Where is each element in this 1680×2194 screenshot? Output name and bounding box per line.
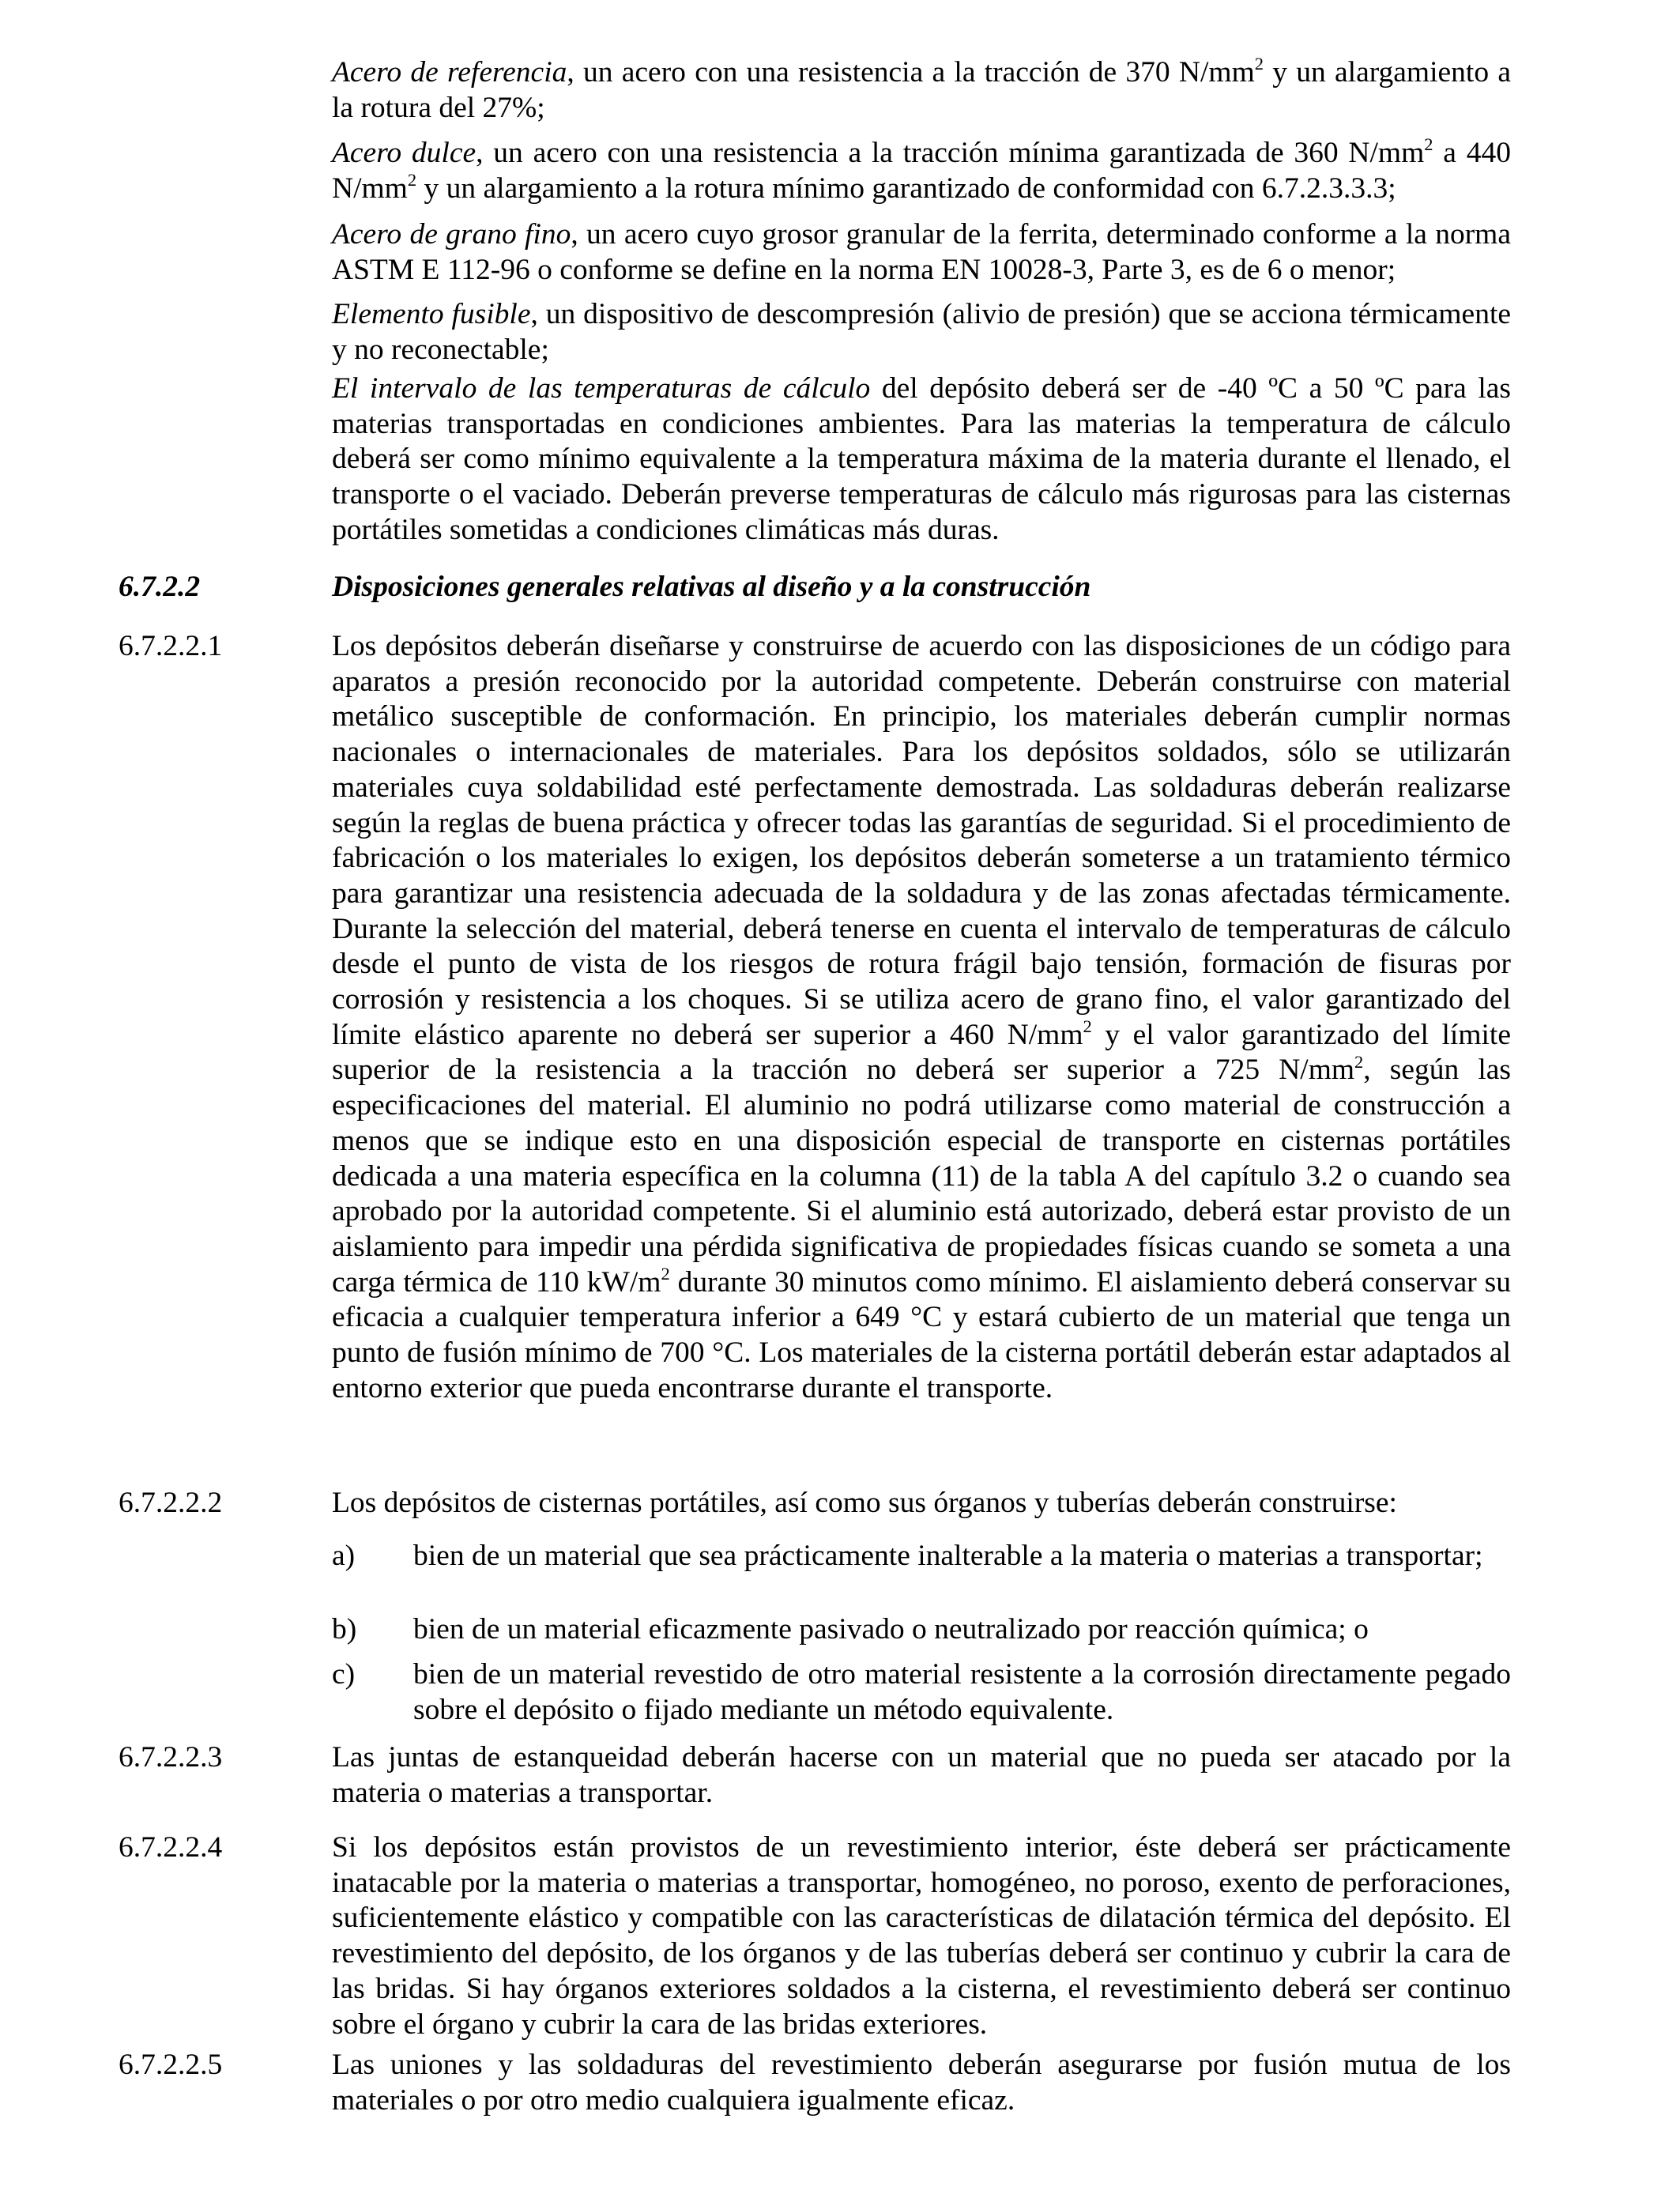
superscript: 2 [1424, 134, 1433, 155]
definition-text: , un acero cuyo grosor granular de la ferrita, determinado conforme a la norma ASTM E 112-96 o conforme se define en la norma EN 10028-3, Parte 3, es de 6 o menor; [332, 218, 1511, 286]
definition-text: , un acero con una resistencia a la tracción de 370 N/mm [567, 56, 1255, 89]
definition-text: del depósito deberá ser de -40 ºC a 50 ºC para las materias transportadas en condiciones ambientes. Para las materias la temperatura de cálculo deberá ser como mínimo equivalente a la temperatura máxima de la materia durante el llenado, el transporte o el vaciado. Deberán preverse temperaturas de cálculo más rigurosas para las cisternas portátiles sometidas a condiciones climáticas más duras. [332, 372, 1511, 546]
paragraph-number: 6.7.2.2.4 [119, 1831, 223, 1864]
paragraph-6-7-2-2-2-intro: Los depósitos de cisternas portátiles, así como sus órganos y tuberías deberán construirse: [332, 1487, 1397, 1519]
section-title: Disposiciones generales relativas al diseño y a la construcción [332, 571, 1091, 603]
paragraph-6-7-2-2-4: Si los depósitos están provistos de un revestimiento interior, éste deberá ser prácticamente inatacable por la materia o materias a transportar, homogéneo, no poroso, exento de perforaciones, suficientemente elástico y compatible con las características de dilatación térmica del depósito. El revestimiento del depósito, de los órganos y de las tuberías deberá ser continuo y cubrir la cara de las bridas. Si hay órganos exteriores soldados a la cisterna, el revestimiento deberá ser continuo sobre el órgano y cubrir la cara de las bridas exteriores. [332, 1831, 1511, 2041]
list-item: bien de un material eficazmente pasivado o neutralizado por reacción química; o [413, 1613, 1369, 1646]
superscript: 2 [661, 1264, 670, 1284]
paragraph-6-7-2-2-3: Las juntas de estanqueidad deberán hacerse con un material que no pueda ser atacado por la materia o materias a transportar. [332, 1741, 1511, 1809]
paragraph-text: Los depósitos deberán diseñarse y construirse de acuerdo con las disposiciones de un código para aparatos a presión reconocido por la autoridad competente. Deberán construirse con material metálico susceptible de conformación. En principio, los materiales deberán cumplir normas nacionales o internacionales de materiales. Para los depósitos soldados, sólo se utilizarán materiales cuya soldabilidad esté perfectamente demostrada. Las soldaduras deberán realizarse según la reglas de buena práctica y ofrecer todas las garantías de seguridad. Si el procedimiento de fabricación o los materiales lo exigen, los depósitos deberán someterse a un tratamiento térmico para garantizar una resistencia adecuada de la soldadura y de las zonas afectadas térmicamente. Durante la selección del material, deberá tenerse en cuenta el intervalo de temperaturas de cálculo desde el punto de vista de los riesgos de rotura frágil bajo tensión, formación de fisuras por corrosión y resistencia a los choques. Si se utiliza acero de grano fino, el valor garantizado del límite elástico aparente no deberá ser superior a 460 N/mm [332, 630, 1511, 1051]
definition-text: y un alargamiento a la rotura mínimo garantizado de conformidad con 6.7.2.3.3.3; [416, 172, 1396, 205]
superscript: 2 [407, 170, 417, 190]
list-item: bien de un material que sea prácticamente inalterable a la materia o materias a transportar; [413, 1540, 1483, 1572]
definition-term: Acero de grano fino [332, 218, 571, 251]
definition-term: Acero dulce [332, 137, 477, 169]
paragraph-text: durante 30 minutos como mínimo. El aislamiento deberá conservar su eficacia a cualquier temperatura inferior a 649 °C y estará cubierto de un material que tenga un punto de fusión mínimo de 700 °C. Los materiales de la cisterna portátil deberán estar adaptados al entorno exterior que pueda encontrarse durante el transporte. [332, 1265, 1511, 1404]
superscript: 2 [1254, 54, 1264, 74]
definition-acero-dulce [332, 136, 1511, 206]
definition-term: Acero de referencia [332, 56, 567, 89]
definition-text: y un alargamiento a la rotura del 27%; [332, 56, 1511, 124]
definition-acero-referencia [332, 55, 1511, 126]
definition-elemento-fusible [332, 297, 1511, 368]
definition-text: , un acero con una resistencia a la tracción mínima garantizada de 360 N/mm [476, 137, 1425, 169]
paragraph-text: y el valor garantizado del límite superior de la resistencia a la tracción no deberá ser superior a 725 N/mm [332, 1018, 1511, 1087]
section-number: 6.7.2.2 [119, 571, 201, 603]
paragraph-text: , según las especificaciones del material. El aluminio no podrá utilizarse como material de construcción a menos que se indique esto en una disposición especial de transporte en cisternas portátiles dedicada a una materia específica en la columna (11) de la tabla A del capítulo 3.2 o cuando sea aprobado por la autoridad competente. Si el aluminio está autorizado, deberá estar provisto de un aislamiento para impedir una pérdida significativa de propiedades físicas cuando se someta a una carga térmica de 110 kW/m [332, 1054, 1511, 1299]
paragraph-number: 6.7.2.2.1 [119, 630, 223, 662]
list-item-label: c) [332, 1658, 356, 1691]
definition-text: , un dispositivo de descompresión (alivio de presión) que se acciona térmicamente y no reconectable; [332, 298, 1512, 366]
paragraph-number: 6.7.2.2.2 [119, 1487, 223, 1519]
definition-intervalo-temperaturas [332, 371, 1511, 548]
definition-acero-grano-fino [332, 217, 1511, 288]
definition-text: a 440 N/mm [332, 137, 1511, 205]
superscript: 2 [1083, 1016, 1092, 1037]
list-item: bien de un material revestido de otro material resistente a la corrosión directamente pegado sobre el depósito o fijado mediante un método equivalente. [413, 1658, 1511, 1726]
paragraph-number: 6.7.2.2.5 [119, 2049, 223, 2081]
definition-term: El intervalo de las temperaturas de cálculo [332, 372, 871, 405]
list-item-label: a) [332, 1540, 356, 1572]
paragraph-6-7-2-2-5: Las uniones y las soldaduras del revestimiento deberán asegurarse por fusión mutua de los materiales o por otro medio cualquiera igualmente eficaz. [332, 2049, 1511, 2117]
paragraph-number: 6.7.2.2.3 [119, 1741, 223, 1774]
list-item-label: b) [332, 1613, 357, 1646]
superscript: 2 [1354, 1051, 1364, 1072]
definition-term: Elemento fusible [332, 298, 531, 330]
paragraph-6-7-2-2-1 [332, 629, 1511, 1406]
